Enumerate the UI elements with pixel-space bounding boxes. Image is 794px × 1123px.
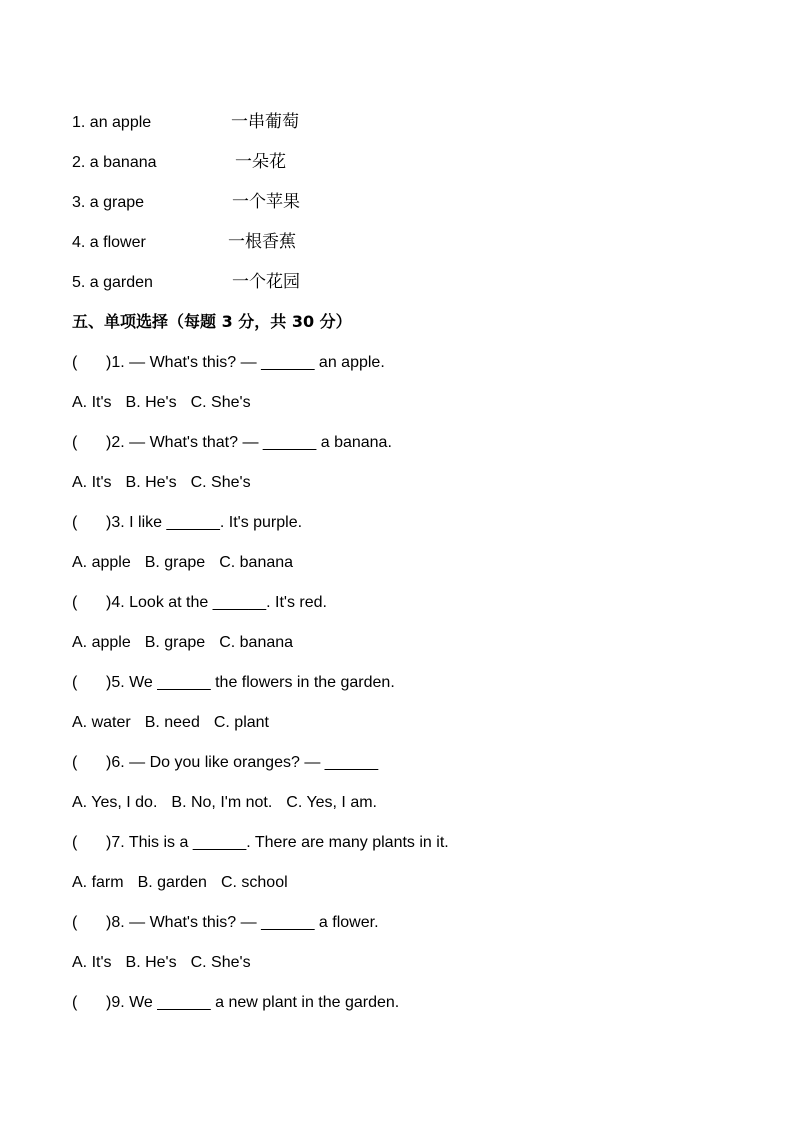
match-item-zh-2: 一朵花	[235, 152, 286, 172]
question-4	[72, 593, 327, 613]
question-8-options	[72, 953, 251, 973]
answer-paren: (	[72, 674, 78, 691]
option-c: C. school	[220, 874, 288, 891]
question-6	[72, 753, 378, 773]
question-2	[72, 433, 392, 453]
match-item-en-4: 4. a flower	[72, 234, 146, 251]
match-item-zh-5: 一个花园	[232, 272, 300, 292]
match-item-en-5: 5. a garden	[72, 274, 153, 291]
question-text: )3. I like ______. It's purple.	[106, 514, 303, 531]
question-text: )6. — Do you like oranges? — ______	[106, 754, 379, 771]
question-1	[72, 353, 385, 373]
question-3-options	[72, 553, 293, 573]
option-a: A. apple	[72, 634, 131, 651]
question-7	[72, 833, 449, 853]
option-c: C. banana	[219, 554, 294, 571]
answer-paren: (	[72, 754, 78, 771]
option-c: C. plant	[213, 714, 269, 731]
question-9	[72, 993, 399, 1013]
option-c: C. banana	[219, 634, 294, 651]
question-text: )7. This is a ______. There are many plants in it.	[106, 834, 449, 851]
answer-paren: (	[72, 834, 78, 851]
question-5	[72, 673, 395, 693]
question-text: )8. — What's this? — ______ a flower.	[106, 914, 379, 931]
option-a: A. water	[72, 714, 131, 731]
question-text: )4. Look at the ______. It's red.	[106, 594, 327, 611]
question-6-options	[72, 793, 377, 813]
option-c: C. Yes, I am.	[286, 794, 377, 811]
match-item-en-2: 2. a banana	[72, 154, 157, 171]
match-item-en-1: 1. an apple	[72, 114, 152, 131]
option-b: B. grape	[144, 554, 206, 571]
question-7-options	[72, 873, 288, 893]
match-item-zh-4: 一根香蕉	[228, 232, 296, 252]
question-text: )9. We ______ a new plant in the garden.	[106, 994, 400, 1011]
option-b: B. He's	[125, 954, 177, 971]
option-b: B. He's	[125, 394, 177, 411]
option-a: A. farm	[72, 874, 124, 891]
question-5-options	[72, 713, 269, 733]
answer-paren: (	[72, 354, 78, 371]
option-a: A. It's	[72, 474, 112, 491]
question-text: )1. — What's this? — ______ an apple.	[106, 354, 385, 371]
option-b: B. No, I'm not.	[171, 794, 273, 811]
question-8	[72, 913, 379, 933]
question-4-options	[72, 633, 293, 653]
match-item-en-3: 3. a grape	[72, 194, 145, 211]
answer-paren: (	[72, 594, 78, 611]
option-a: A. It's	[72, 394, 112, 411]
option-b: B. He's	[125, 474, 177, 491]
section-heading: 五、单项选择（每题 3 分，共 30 分）	[72, 312, 352, 331]
match-item-zh-1: 一串葡萄	[231, 112, 299, 132]
option-a: A. It's	[72, 954, 112, 971]
option-b: B. garden	[137, 874, 207, 891]
answer-paren: (	[72, 994, 78, 1011]
option-b: B. need	[144, 714, 200, 731]
option-b: B. grape	[144, 634, 206, 651]
answer-paren: (	[72, 914, 78, 931]
question-2-options	[72, 473, 251, 493]
question-text: )2. — What's that? — ______ a banana.	[106, 434, 392, 451]
answer-paren: (	[72, 434, 78, 451]
option-c: C. She's	[190, 474, 251, 491]
question-3	[72, 513, 302, 533]
option-c: C. She's	[190, 394, 251, 411]
question-text: )5. We ______ the flowers in the garden.	[106, 674, 395, 691]
option-a: A. apple	[72, 554, 131, 571]
option-a: A. Yes, I do.	[72, 794, 158, 811]
match-item-zh-3: 一个苹果	[232, 192, 300, 212]
question-1-options	[72, 393, 251, 413]
option-c: C. She's	[190, 954, 251, 971]
answer-paren: (	[72, 514, 78, 531]
